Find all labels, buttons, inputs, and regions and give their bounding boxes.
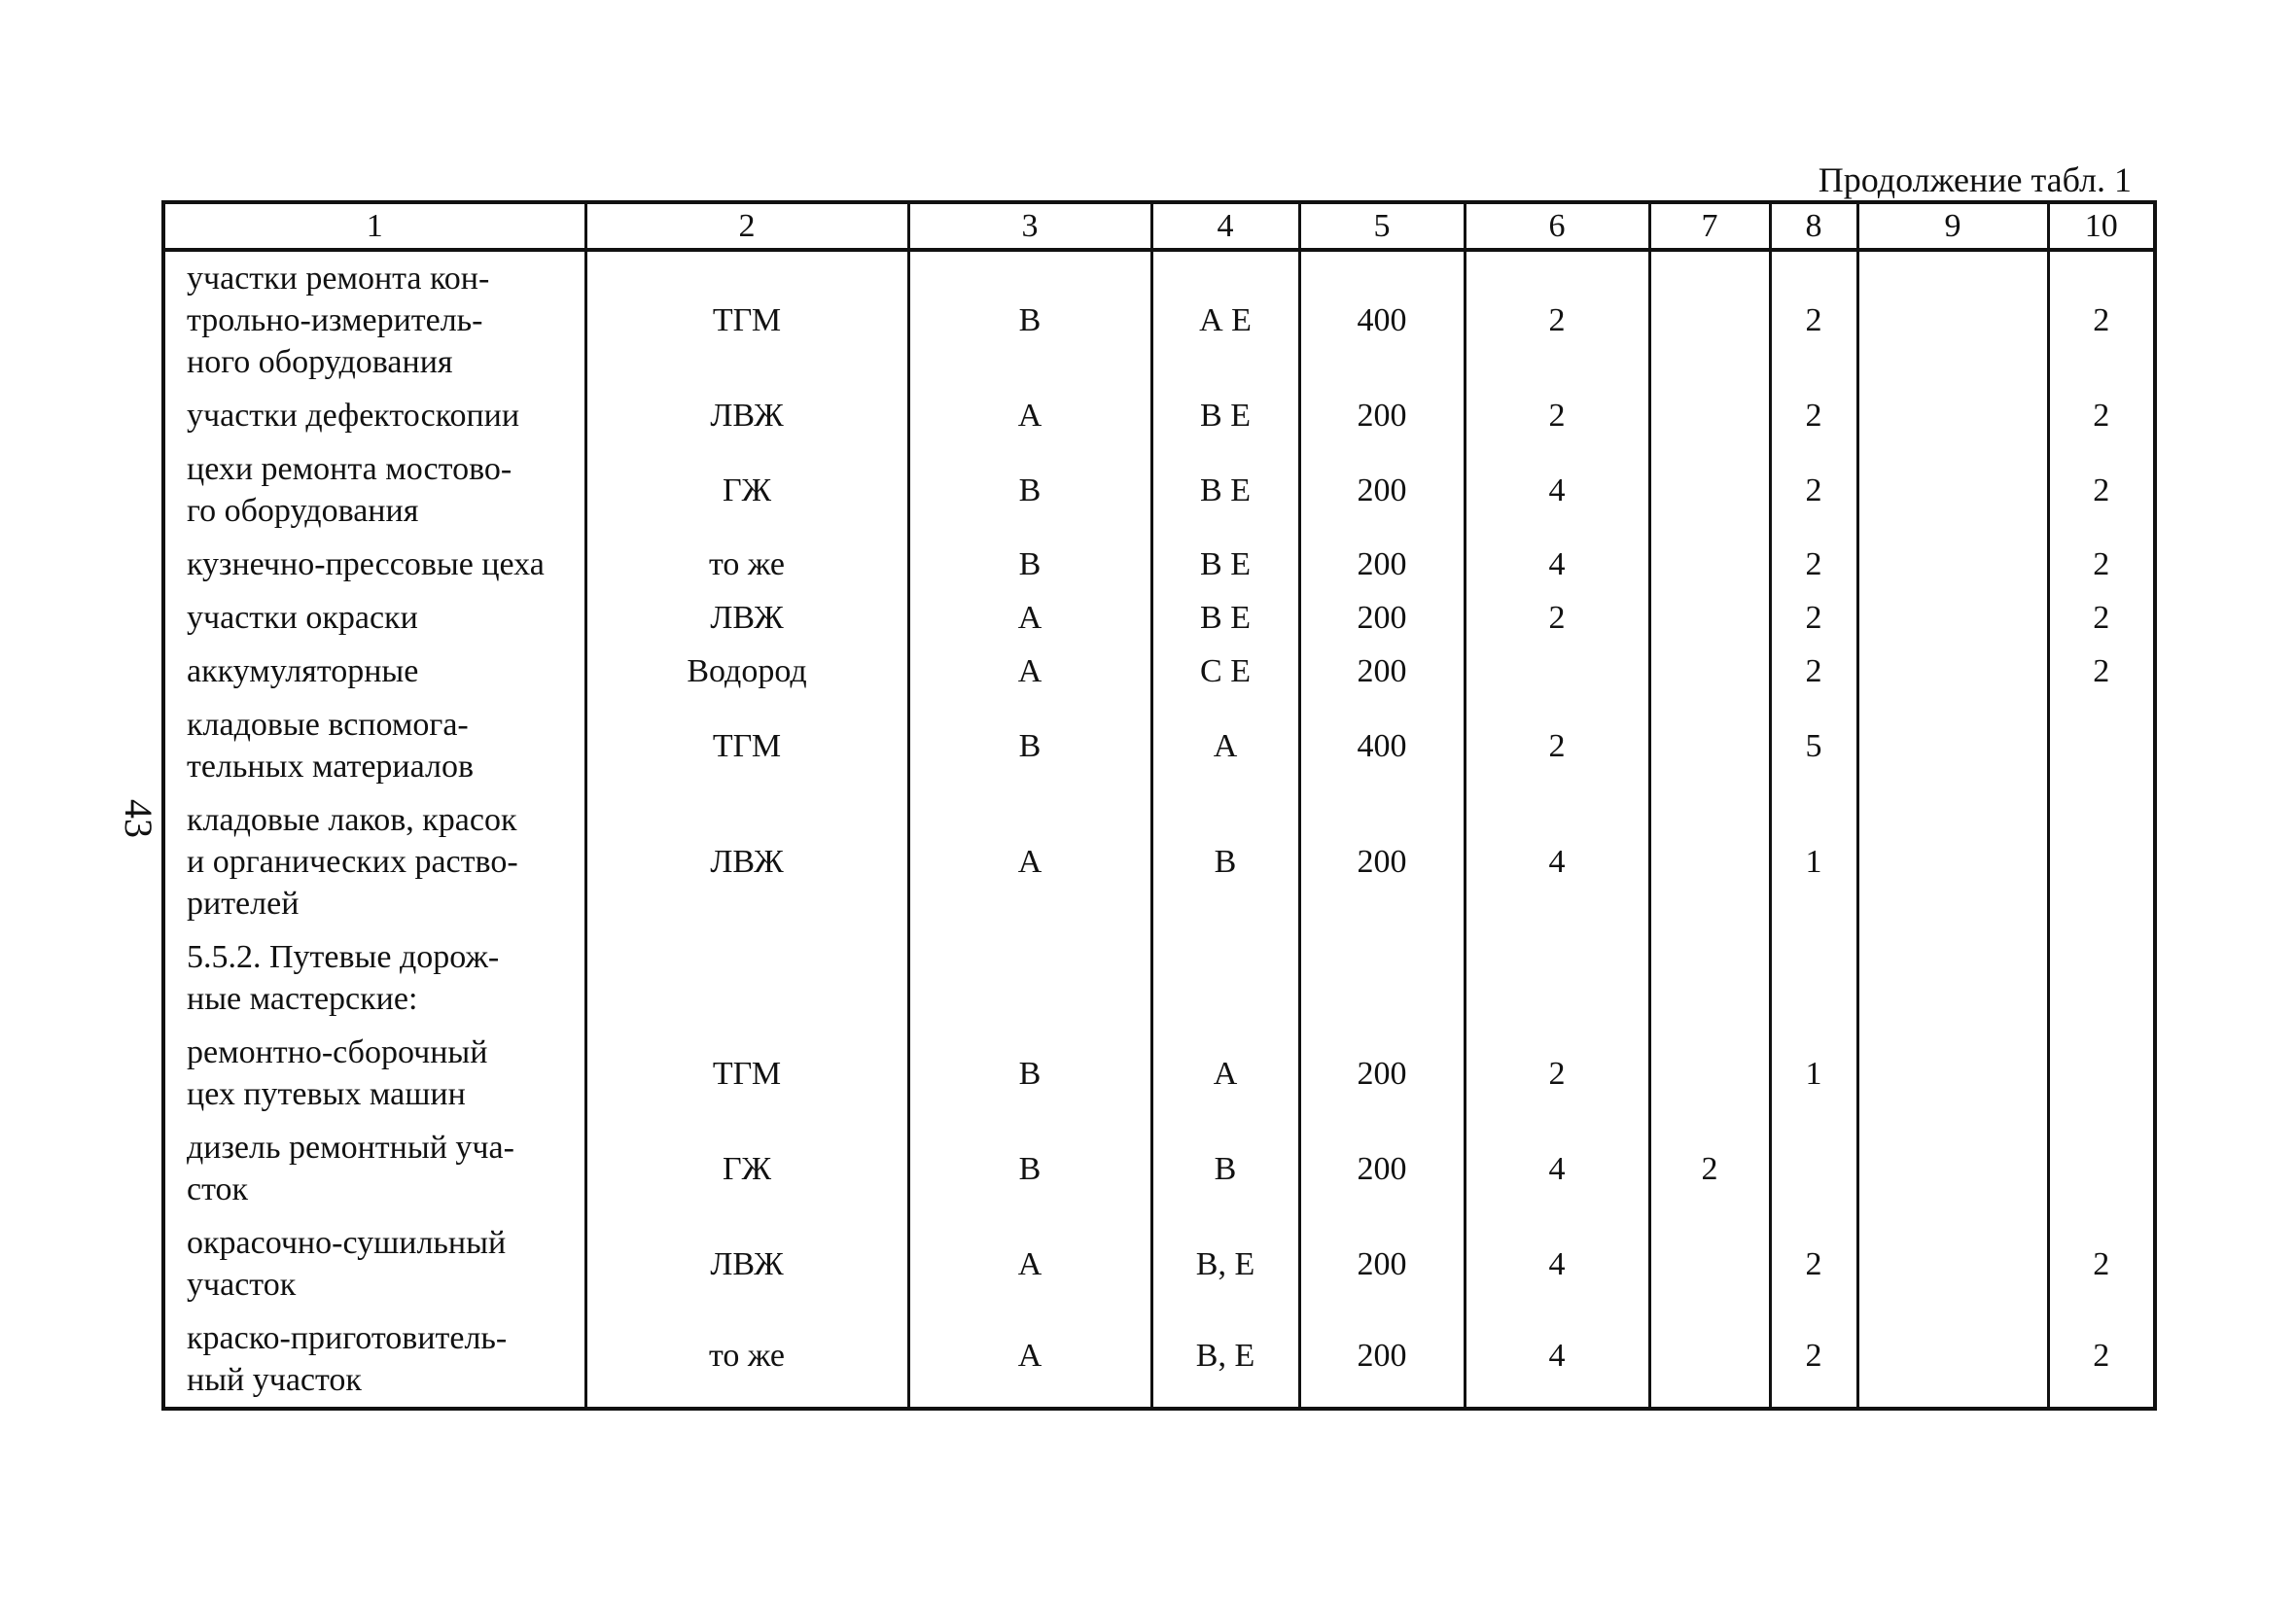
cell-col-2: ГЖ <box>585 442 908 538</box>
cell-col-10 <box>2048 930 2155 1026</box>
column-header-10: 10 <box>2048 202 2155 250</box>
cell-col-9 <box>1857 1311 2048 1409</box>
row-name-line: ного оборудования <box>187 344 453 380</box>
cell-col-6: 2 <box>1465 1026 1649 1121</box>
cell-col-2: ЛВЖ <box>585 389 908 442</box>
cell-col-3: В <box>908 698 1151 793</box>
row-name-line: сток <box>187 1171 249 1207</box>
cell-col-9 <box>1857 591 2048 645</box>
cell-col-3: А <box>908 591 1151 645</box>
row-name-cell <box>163 1311 585 1409</box>
cell-col-4: А <box>1151 1026 1299 1121</box>
table-row <box>163 1121 2155 1216</box>
row-name-cell <box>163 389 585 442</box>
row-name-cell <box>163 538 585 591</box>
cell-col-3: В <box>908 442 1151 538</box>
row-name-cell <box>163 1026 585 1121</box>
cell-col-6: 4 <box>1465 538 1649 591</box>
cell-col-8: 2 <box>1770 442 1857 538</box>
cell-col-8: 5 <box>1770 698 1857 793</box>
cell-col-6: 4 <box>1465 1216 1649 1311</box>
cell-col-4: В Е <box>1151 389 1299 442</box>
cell-col-9 <box>1857 1216 2048 1311</box>
row-name-cell <box>163 250 585 389</box>
cell-col-7 <box>1649 1026 1770 1121</box>
cell-col-10: 2 <box>2048 250 2155 389</box>
cell-col-3: В <box>908 1026 1151 1121</box>
row-name-line: го оборудования <box>187 493 419 529</box>
cell-col-8: 1 <box>1770 1026 1857 1121</box>
cell-col-4: В Е <box>1151 442 1299 538</box>
table-row <box>163 698 2155 793</box>
row-name-cell <box>163 930 585 1026</box>
cell-col-5: 200 <box>1299 1311 1465 1409</box>
cell-col-4: В <box>1151 793 1299 930</box>
row-name-line: аккумуляторные <box>187 653 419 689</box>
row-name-line: ные мастерские: <box>187 981 418 1017</box>
cell-col-7 <box>1649 645 1770 698</box>
row-name-line: трольно-измеритель- <box>187 302 483 338</box>
cell-col-10: 2 <box>2048 1311 2155 1409</box>
column-header-4: 4 <box>1151 202 1299 250</box>
cell-col-4: А Е <box>1151 250 1299 389</box>
cell-col-6: 2 <box>1465 250 1649 389</box>
cell-col-8 <box>1770 1121 1857 1216</box>
cell-col-4: В, Е <box>1151 1311 1299 1409</box>
cell-col-10 <box>2048 793 2155 930</box>
cell-col-10 <box>2048 1026 2155 1121</box>
table-row <box>163 591 2155 645</box>
row-name-line: ремонтно-сборочный <box>187 1034 488 1070</box>
column-header-5: 5 <box>1299 202 1465 250</box>
cell-col-6: 2 <box>1465 389 1649 442</box>
cell-col-10: 2 <box>2048 591 2155 645</box>
row-name-line: цехи ремонта мостово- <box>187 451 512 487</box>
row-name-line: участок <box>187 1267 297 1303</box>
column-header-8: 8 <box>1770 202 1857 250</box>
cell-col-2: Водород <box>585 645 908 698</box>
cell-col-3: В <box>908 538 1151 591</box>
row-name-cell <box>163 1121 585 1216</box>
table-row <box>163 442 2155 538</box>
cell-col-7 <box>1649 1216 1770 1311</box>
cell-col-7 <box>1649 1311 1770 1409</box>
cell-col-2: ТГМ <box>585 698 908 793</box>
row-name-line: 5.5.2. Путевые дорож- <box>187 939 500 975</box>
row-name-line: окрасочно-сушильный <box>187 1225 507 1261</box>
cell-col-6: 4 <box>1465 442 1649 538</box>
cell-col-5: 200 <box>1299 793 1465 930</box>
row-name-cell <box>163 698 585 793</box>
cell-col-4 <box>1151 930 1299 1026</box>
cell-col-3: А <box>908 389 1151 442</box>
row-name-line: кладовые лаков, красок <box>187 802 517 838</box>
cell-col-8 <box>1770 930 1857 1026</box>
cell-col-7 <box>1649 930 1770 1026</box>
cell-col-5: 200 <box>1299 1026 1465 1121</box>
cell-col-7: 2 <box>1649 1121 1770 1216</box>
cell-col-6: 4 <box>1465 1121 1649 1216</box>
cell-col-8: 2 <box>1770 538 1857 591</box>
table-row <box>163 250 2155 389</box>
cell-col-10: 2 <box>2048 442 2155 538</box>
cell-col-2: ЛВЖ <box>585 1216 908 1311</box>
cell-col-8: 2 <box>1770 645 1857 698</box>
row-name-line: краско-приготовитель- <box>187 1320 508 1356</box>
column-header-2: 2 <box>585 202 908 250</box>
cell-col-10: 2 <box>2048 389 2155 442</box>
cell-col-5: 400 <box>1299 698 1465 793</box>
cell-col-3: А <box>908 793 1151 930</box>
cell-col-2 <box>585 930 908 1026</box>
cell-col-3 <box>908 930 1151 1026</box>
cell-col-7 <box>1649 389 1770 442</box>
row-name-cell <box>163 793 585 930</box>
table-caption: Продолжение табл. 1 <box>1818 160 2132 199</box>
cell-col-5: 200 <box>1299 1121 1465 1216</box>
cell-col-6 <box>1465 930 1649 1026</box>
cell-col-6: 4 <box>1465 1311 1649 1409</box>
row-name-line: кладовые вспомога- <box>187 707 469 743</box>
cell-col-7 <box>1649 793 1770 930</box>
cell-col-9 <box>1857 793 2048 930</box>
cell-col-5: 200 <box>1299 591 1465 645</box>
cell-col-5: 200 <box>1299 1216 1465 1311</box>
column-header-9: 9 <box>1857 202 2048 250</box>
row-name-line: участки дефектоскопии <box>187 398 520 434</box>
cell-col-7 <box>1649 442 1770 538</box>
cell-col-4: В <box>1151 1121 1299 1216</box>
cell-col-5 <box>1299 930 1465 1026</box>
cell-col-7 <box>1649 538 1770 591</box>
cell-col-9 <box>1857 698 2048 793</box>
cell-col-8: 2 <box>1770 1311 1857 1409</box>
cell-col-3: В <box>908 1121 1151 1216</box>
cell-col-7 <box>1649 591 1770 645</box>
cell-col-9 <box>1857 250 2048 389</box>
cell-col-7 <box>1649 250 1770 389</box>
cell-col-9 <box>1857 1026 2048 1121</box>
cell-col-9 <box>1857 389 2048 442</box>
cell-col-4: В, Е <box>1151 1216 1299 1311</box>
column-header-1: 1 <box>163 202 585 250</box>
cell-col-4: С Е <box>1151 645 1299 698</box>
table-row <box>163 1216 2155 1311</box>
cell-col-10 <box>2048 698 2155 793</box>
row-name-line: ный участок <box>187 1362 362 1398</box>
cell-col-4: В Е <box>1151 591 1299 645</box>
cell-col-10: 2 <box>2048 538 2155 591</box>
cell-col-2: ЛВЖ <box>585 591 908 645</box>
cell-col-3: В <box>908 250 1151 389</box>
cell-col-5: 200 <box>1299 538 1465 591</box>
cell-col-9 <box>1857 442 2048 538</box>
cell-col-9 <box>1857 1121 2048 1216</box>
row-name-line: кузнечно-прессовые цеха <box>187 546 545 582</box>
table-body <box>163 250 2155 1409</box>
row-name-cell <box>163 442 585 538</box>
cell-col-8: 2 <box>1770 591 1857 645</box>
cell-col-5: 200 <box>1299 645 1465 698</box>
table-row <box>163 930 2155 1026</box>
column-header-6: 6 <box>1465 202 1649 250</box>
cell-col-5: 200 <box>1299 442 1465 538</box>
page-number: 43 <box>117 799 160 838</box>
cell-col-8: 1 <box>1770 793 1857 930</box>
cell-col-9 <box>1857 930 2048 1026</box>
cell-col-8: 2 <box>1770 389 1857 442</box>
cell-col-2: ГЖ <box>585 1121 908 1216</box>
cell-col-6 <box>1465 645 1649 698</box>
cell-col-6: 2 <box>1465 591 1649 645</box>
row-name-line: участки окраски <box>187 600 418 636</box>
table-row <box>163 538 2155 591</box>
cell-col-6: 2 <box>1465 698 1649 793</box>
cell-col-3: А <box>908 1311 1151 1409</box>
cell-col-7 <box>1649 698 1770 793</box>
table-row <box>163 1311 2155 1409</box>
cell-col-8: 2 <box>1770 250 1857 389</box>
cell-col-5: 200 <box>1299 389 1465 442</box>
row-name-line: дизель ремонтный уча- <box>187 1130 514 1166</box>
cell-col-10 <box>2048 1121 2155 1216</box>
table-row <box>163 645 2155 698</box>
row-name-line: цех путевых машин <box>187 1076 466 1112</box>
row-name-cell <box>163 645 585 698</box>
cell-col-2: ЛВЖ <box>585 793 908 930</box>
row-name-line: и органических раство- <box>187 844 518 880</box>
cell-col-4: А <box>1151 698 1299 793</box>
table-row <box>163 389 2155 442</box>
column-header-7: 7 <box>1649 202 1770 250</box>
cell-col-2: ТГМ <box>585 1026 908 1121</box>
cell-col-10: 2 <box>2048 645 2155 698</box>
cell-col-5: 400 <box>1299 250 1465 389</box>
cell-col-3: А <box>908 645 1151 698</box>
table-row <box>163 1026 2155 1121</box>
cell-col-2: ТГМ <box>585 250 908 389</box>
cell-col-9 <box>1857 645 2048 698</box>
column-header-3: 3 <box>908 202 1151 250</box>
cell-col-8: 2 <box>1770 1216 1857 1311</box>
row-name-line: тельных материалов <box>187 749 475 785</box>
cell-col-10: 2 <box>2048 1216 2155 1311</box>
row-name-line: рителей <box>187 886 300 922</box>
cell-col-2: то же <box>585 1311 908 1409</box>
cell-col-3: А <box>908 1216 1151 1311</box>
table-row <box>163 793 2155 930</box>
row-name-cell <box>163 1216 585 1311</box>
cell-col-2: то же <box>585 538 908 591</box>
cell-col-4: В Е <box>1151 538 1299 591</box>
data-table <box>161 200 2157 1411</box>
cell-col-9 <box>1857 538 2048 591</box>
cell-col-6: 4 <box>1465 793 1649 930</box>
row-name-line: участки ремонта кон- <box>187 261 490 297</box>
table-header-row <box>163 202 2155 250</box>
row-name-cell <box>163 591 585 645</box>
